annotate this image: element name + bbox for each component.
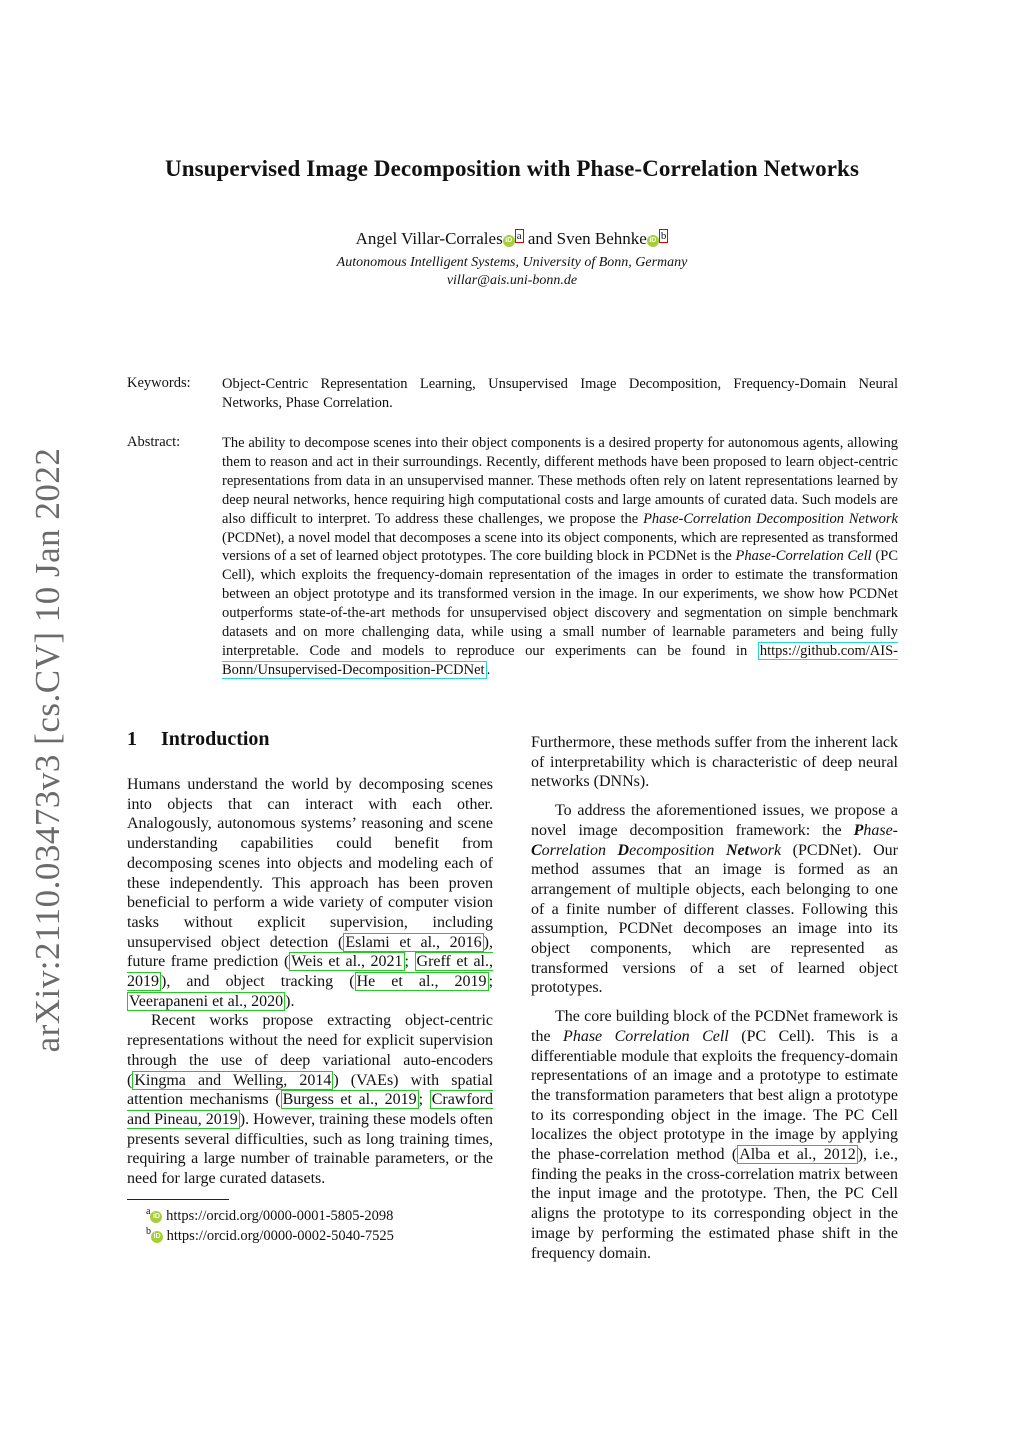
affiliation: Autonomous Intelligent Systems, University of Bonn, Germany (336, 255, 688, 270)
author-email: villar@ais.uni-bonn.de (446, 273, 578, 288)
footnote-b: $^b$ iD https://orcid.org/0000-0002-5040-7525 (146, 1226, 394, 1244)
author-connector: and (527, 229, 553, 248)
orcid-url[interactable]: https://orcid.org/0000-0002-5040-7525 (166, 1227, 394, 1244)
author-name: Sven Behnke (556, 229, 647, 248)
author-line (0, 229, 1024, 249)
keywords-text: Object-Centric Representation Learning, Unsupervised Image Decomposition, Frequency-Domain Neural Networks, Phase Correlation. (222, 376, 898, 411)
paper-title: Unsupervised Image Decomposition with Phase-Correlation Networks (164, 156, 860, 181)
author-name: Angel Villar-Corrales (355, 229, 503, 248)
code-repository-link[interactable]: https://github.com/AIS-Bonn/Unsupervised-Decomposition-PCDNet (222, 642, 898, 678)
left-column (127, 775, 493, 1189)
intro-paragraph-3: Furthermore, these methods suffer from the inherent lack of interpretability which is characteristic of deep neural networks (DNNs). (531, 734, 898, 791)
citation-link[interactable]: Crawford and Pineau, 2019 (127, 1091, 493, 1128)
intro-paragraph-1: Humans understand the world by decomposing scenes into objects that can interact with each other. Analogously, autonomous systems’ reasoning and scene understanding capabilities could benefit from decomposing scenes into objects and modeling each of these independently. This approach has been proven beneficial to perform a wide variety of computer vision tasks without explicit supervision, including unsupervised object detection ( Eslami et al., 2016 ), future frame prediction ( Weis et al., 2021 ; Greff et al., 2019 ), and object tracking ( He et al., 2019 ; Veerapaneni et al., 2020 ). (127, 776, 494, 1010)
intro-paragraph-2: Recent works propose extracting object-centric representations without the need for explicit supervision through the use of deep variational auto-encoders ( Kingma and Welling, 2014 ) (VAEs) with spatial attention mechanisms ( Burgess et al., 2019 ; Crawford and Pineau, 2019 ). However, training these models often presents several difficulties, such as long training times, requiring a large number of trainable parameters, or the need for large curated datasets. (127, 1012, 493, 1188)
citation-link[interactable]: Greff et al., 2019 (127, 953, 494, 991)
section-number: 1 (127, 728, 137, 750)
citation-link[interactable]: Eslami et al., 2016 (345, 933, 482, 951)
orcid-icon[interactable]: iD (647, 235, 659, 247)
intro-paragraph-5: The core building block of the PCDNet framework is the Phase Correlation Cell (PC Cell). This is a differentiable module that exploits the frequency-domain representations of an image and a prototype to estimate the transformation parameters that best align a prototype to its corresponding object in the image. The PC Cell localizes the object prototype in the image by applying the phase-correlation method ( Alba et al., 2012 ), i.e., finding the peaks in the cross-correlation matrix between the input image and the prototype. Then, the PC Cell aligns the prototype to its corresponding object in the image by performing the estimated phase shift in the frequency domain. (531, 1008, 899, 1262)
section-title: Introduction (161, 728, 270, 750)
footnote-link-a[interactable]: a (516, 230, 522, 242)
citation-link[interactable]: Veerapaneni et al., 2020 (129, 992, 284, 1010)
citation-link[interactable]: Kingma and Welling, 2014 (134, 1071, 332, 1089)
footnote-link-b[interactable]: b (660, 230, 667, 242)
footnote-rule (127, 1199, 229, 1200)
section-heading (127, 728, 270, 751)
abstract-label: Abstract: (127, 434, 181, 450)
intro-paragraph-4: To address the aforementioned issues, we propose a novel image decomposition framework: the Phase-Correlation Decomposition Network (PCDNet). Our method assumes that an image is formed as an arrangement of multiple objects, each belonging to one of a finite number of different classes. Following this assumption, PCDNet decomposes an image into its object components, which are represented as transformed versions of a set of learned object prototypes. (531, 802, 899, 997)
orcid-icon: iD (150, 1211, 162, 1223)
arxiv-identifier-stamp: arXiv:2110.03473v3 [cs.CV] 10 Jan 2022 (28, 447, 67, 1053)
orcid-url[interactable]: https://orcid.org/0000-0001-5805-2098 (166, 1207, 394, 1224)
footnote-a: $^a$ iD https://orcid.org/0000-0001-5805-2098 (146, 1206, 394, 1224)
abstract-text: The ability to decompose scenes into their object components is a desired property for autonomous agents, allowing them to reason and act in their surroundings. Recently, different methods have been proposed to learn object-centric representations from data in an unsupervised manner. These methods often rely on latent representations learned by deep neural networks, hence requiring high computational costs and large amounts of curated data. Such models are also difficult to interpret. To address these challenges, we propose the Phase-Correlation Decomposition Network (PCDNet), a novel model that decomposes a scene into its object components, which are represented as transformed versions of a set of learned object prototypes. The core building block in PCDNet is the Phase-Correlation Cell (PC Cell), which exploits the frequency-domain representation of the images in order to estimate the transformation between an object prototype and its transformed version in the image. In our experiments, we show how PCDNet outperforms state-of-the-art methods for unsupervised object discovery and segmentation on simple benchmark datasets and on more challenging data, while using a small number of learnable parameters and being fully interpretable. Code and models to reproduce our experiments can be found in https://github.com/AIS-Bonn/Unsupervised-Decomposition-PCDNet . (222, 435, 898, 678)
right-column (531, 733, 898, 1263)
citation-link[interactable]: Alba et al., 2012 (739, 1146, 856, 1164)
keywords-label: Keywords: (127, 375, 191, 391)
orcid-icon[interactable]: iD (503, 235, 515, 247)
orcid-icon: iD (151, 1231, 163, 1243)
citation-link[interactable]: Burgess et al., 2019 (282, 1091, 417, 1109)
citation-link[interactable]: Weis et al., 2021 (291, 953, 403, 971)
citation-link[interactable]: He et al., 2019 (356, 973, 487, 991)
